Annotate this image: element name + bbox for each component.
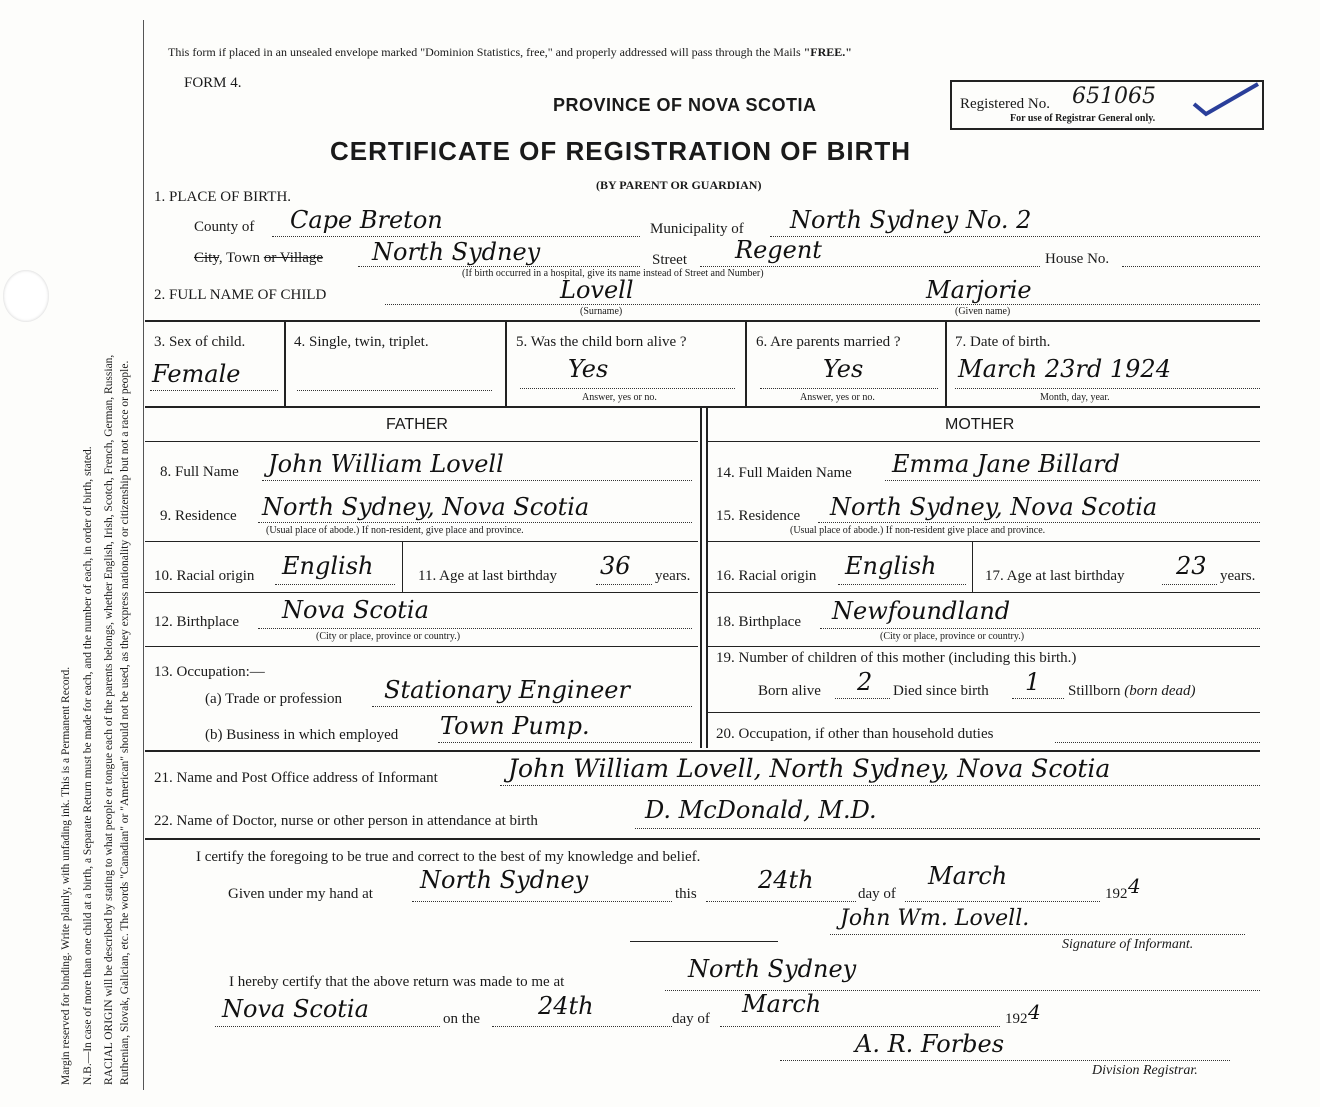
child-name-label: 2. FULL NAME OF CHILD: [154, 287, 327, 303]
father-trade-label: (a) Trade or profession: [205, 691, 343, 707]
certify-year-prefix: 192: [1105, 886, 1128, 902]
given-place-value: North Sydney: [420, 866, 589, 894]
died-since-birth-label: Died since birth: [893, 683, 989, 699]
father-name-value: John William Lovell: [268, 450, 504, 478]
born-alive-value: Yes: [568, 355, 609, 383]
registrar-month-value: March: [742, 990, 822, 1018]
father-residence-label: 9. Residence: [160, 508, 237, 524]
mother-racial-value: English: [845, 552, 937, 580]
father-trade-value: Stationary Engineer: [384, 676, 630, 704]
sex-value: Female: [152, 360, 241, 388]
father-racial-value: English: [282, 552, 374, 580]
municipality-label: Municipality of: [650, 221, 744, 237]
father-age-value: 36: [600, 552, 631, 580]
father-business-label: (b) Business in which employed: [205, 727, 399, 743]
registrar-day-value: 24th: [538, 992, 594, 1020]
informant-signature-label: Signature of Informant.: [1062, 937, 1194, 952]
sex-label: 3. Sex of child.: [154, 334, 246, 350]
registrar-note: For use of Registrar General only.: [1010, 113, 1156, 124]
doctor-label: 22. Name of Doctor, nurse or other person in attendance at birth: [154, 813, 538, 829]
child-surname: Lovell: [560, 276, 634, 304]
mother-children-label: 19. Number of children of this mother (including this birth.): [716, 650, 1077, 666]
margin-rule: [143, 20, 144, 1090]
registered-number: 651065: [1072, 84, 1156, 109]
father-business-value: Town Pump.: [440, 712, 590, 740]
county-value: Cape Breton: [290, 206, 443, 234]
page-title: CERTIFICATE OF REGISTRATION OF BIRTH: [330, 136, 912, 166]
certify-statement: I certify the foregoing to be true and correct to the best of my knowledge and belief.: [196, 849, 701, 865]
mother-occupation-label: 20. Occupation, if other than household duties: [716, 726, 994, 742]
registrar-signature: A. R. Forbes: [855, 1030, 1005, 1058]
mail-notice: This form if placed in an unsealed envelope marked "Dominion Statistics, free," and properly addressed will pass through the Mails "FREE.": [168, 45, 852, 59]
street-label: Street: [652, 252, 687, 268]
registered-box: [950, 80, 1264, 130]
town-value: North Sydney: [372, 238, 541, 266]
page-subtitle: (BY PARENT OR GUARDIAN): [596, 178, 762, 192]
registrar-year-prefix: 192: [1005, 1011, 1028, 1027]
father-occupation-label: 13. Occupation:—: [154, 664, 265, 680]
mother-birthplace-note: (City or place, province or country.): [880, 631, 1025, 642]
mother-birthplace-value: Newfoundland: [832, 597, 1011, 625]
check-mark-icon: [1192, 82, 1262, 122]
given-under-label: Given under my hand at: [228, 886, 373, 902]
margin-line-3: RACIAL ORIGIN will be described by stating to what people or tongue each of the parents belongs, whether English, Irish, Scotch, French, German, Russian,: [103, 354, 115, 1085]
doctor-value: D. McDonald, M.D.: [645, 796, 877, 824]
hospital-note: (If birth occurred in a hospital, give its name instead of Street and Number): [462, 268, 764, 279]
mother-residence-label: 15. Residence: [716, 508, 801, 524]
mother-heading: MOTHER: [945, 416, 1015, 433]
born-alive-count-label: Born alive: [758, 683, 821, 699]
date-of-birth-value: March 23rd 1924: [958, 355, 1171, 383]
house-label: House No.: [1045, 251, 1110, 267]
margin-line-4: Ruthenian, Slovak, Galician, etc. The words "Canadian" or "American" should not be used, as they express nationality or citizenship but not a race or people.: [119, 360, 131, 1085]
form-number: FORM 4.: [184, 75, 242, 91]
registrar-statement: I hereby certify that the above return was made to me at: [229, 974, 565, 990]
punch-hole: [3, 270, 49, 322]
registrar-signature-label: Division Registrar.: [1092, 1063, 1198, 1078]
father-name-label: 8. Full Name: [160, 464, 239, 480]
mother-age-label: 17. Age at last birthday: [985, 568, 1125, 584]
father-residence-note: (Usual place of abode.) If non-resident, give place and province.: [266, 525, 524, 536]
certify-day-value: 24th: [758, 866, 814, 894]
municipality-value: North Sydney No. 2: [790, 206, 1032, 234]
registrar-on-the: on the: [443, 1011, 481, 1027]
mother-name-value: Emma Jane Billard: [892, 450, 1120, 478]
died-since-birth-value: 1: [1025, 668, 1041, 696]
father-heading: FATHER: [386, 416, 448, 433]
date-of-birth-note: Month, day, year.: [1040, 392, 1110, 403]
parents-married-value: Yes: [823, 355, 864, 383]
street-value: Regent: [735, 236, 822, 264]
county-label: County of: [194, 219, 255, 235]
mother-years: years.: [1220, 568, 1256, 584]
province-heading: PROVINCE OF NOVA SCOTIA: [553, 95, 817, 115]
date-of-birth-label: 7. Date of birth.: [955, 334, 1051, 350]
registered-label: Registered No.: [960, 96, 1050, 112]
registrar-year-suffix: 4: [1028, 1000, 1041, 1024]
mother-racial-label: 16. Racial origin: [716, 568, 817, 584]
parents-married-label: 6. Are parents married ?: [756, 334, 901, 350]
margin-line-1: Margin reserved for binding. Write plainly, with unfading ink. This is a Permanent Record.: [60, 666, 72, 1085]
surname-note: (Surname): [580, 306, 623, 317]
registrar-place2-value: Nova Scotia: [222, 995, 369, 1023]
father-racial-label: 10. Racial origin: [154, 568, 255, 584]
informant-signature: John Wm. Lovell.: [840, 906, 1030, 931]
informant-label: 21. Name and Post Office address of Informant: [154, 770, 438, 786]
father-birthplace-value: Nova Scotia: [282, 596, 429, 624]
place-section-label: 1. PLACE OF BIRTH.: [154, 189, 292, 205]
town-label: City, Town or Village: [194, 250, 324, 266]
father-birthplace-label: 12. Birthplace: [154, 614, 239, 630]
father-age-label: 11. Age at last birthday: [418, 568, 557, 584]
parents-married-note: Answer, yes or no.: [800, 392, 875, 403]
mother-birthplace-label: 18. Birthplace: [716, 614, 801, 630]
mother-residence-value: North Sydney, Nova Scotia: [830, 493, 1158, 521]
mother-residence-note: (Usual place of abode.) If non-resident give place and province.: [790, 525, 1046, 536]
certify-month-value: March: [928, 862, 1008, 890]
given-note: (Given name): [955, 306, 1011, 317]
informant-value: John William Lovell, North Sydney, Nova Scotia: [508, 754, 1111, 783]
certify-day-of: day of: [858, 886, 896, 902]
registrar-place-value: North Sydney: [688, 955, 857, 983]
mother-name-label: 14. Full Maiden Name: [716, 465, 852, 481]
registrar-day-of: day of: [672, 1011, 710, 1027]
stillborn-label: Stillborn (born dead): [1068, 683, 1196, 699]
margin-line-2: N.B.—In case of more than one child at a birth, a Separate Return must be made for each, and the number of each, in order of birth, stated.: [82, 446, 94, 1085]
mother-age-value: 23: [1176, 552, 1207, 580]
born-alive-label: 5. Was the child born alive ?: [516, 334, 687, 350]
father-years: years.: [655, 568, 691, 584]
single-twin-label: 4. Single, twin, triplet.: [294, 334, 429, 350]
child-given-name: Marjorie: [926, 276, 1032, 304]
born-alive-note: Answer, yes or no.: [582, 392, 657, 403]
father-birthplace-note: (City or place, province or country.): [316, 631, 461, 642]
binding-margin: [0, 0, 142, 1107]
certify-year-suffix: 4: [1128, 874, 1141, 898]
born-alive-count-value: 2: [857, 668, 873, 696]
this-label: this: [675, 886, 697, 902]
father-residence-value: North Sydney, Nova Scotia: [262, 493, 590, 521]
